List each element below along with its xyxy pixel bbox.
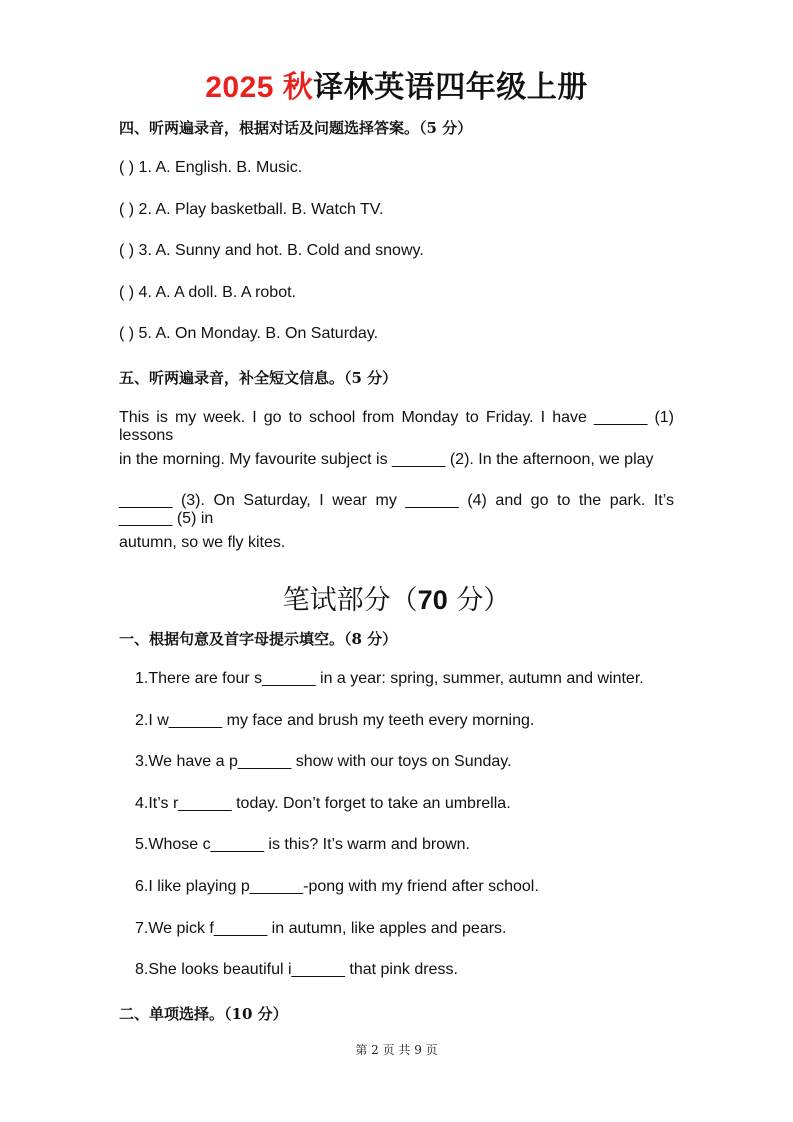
section5-heading: 五、听两遍录音，补全短文信息。（5 分） [119, 369, 398, 387]
section4-item-2: ( ) 2. A. Play basketball. B. Watch TV. [119, 201, 384, 218]
document-title [0, 62, 793, 106]
section4-item-4: ( ) 4. A. A doll. B. A robot. [119, 284, 296, 301]
part1-item-4: 4.It’s r______ today. Don’t forget to take an umbrella. [135, 795, 511, 812]
section4-item-1: ( ) 1. A. English. B. Music. [119, 159, 303, 176]
section4-item-5: ( ) 5. A. On Monday. B. On Saturday. [119, 325, 379, 342]
part1-item-1: 1.There are four s______ in a year: spring, summer, autumn and winter. [135, 670, 644, 687]
page-footer: 第 2 页 共 9 页 [355, 1043, 438, 1057]
written-part-score: 70 [417, 585, 448, 615]
section4-heading: 四、听两遍录音，根据对话及问题选择答案。（5 分） [119, 119, 473, 137]
part1-item-2: 2.I w______ my face and brush my teeth every morning. [135, 712, 535, 729]
section4-item-3: ( ) 3. A. Sunny and hot. B. Cold and snowy. [119, 242, 424, 259]
written-part-label: 笔试部分（ [282, 585, 418, 616]
part1-item-7: 7.We pick f______ in autumn, like apples and pears. [135, 920, 507, 937]
section5-paragraph-line-1: This is my week. I go to school from Monday to Friday. I have ______ (1) lessons [119, 409, 674, 444]
title-text: 译林英语四年级上册 [313, 71, 588, 104]
written-part-title [0, 578, 793, 617]
section5-paragraph-line-2: in the morning. My favourite subject is ______ (2). In the afternoon, we play [119, 451, 654, 468]
part1-item-3: 3.We have a p______ show with our toys on Sunday. [135, 753, 512, 770]
written-part-suffix: 分） [456, 585, 511, 616]
part1-item-5: 5.Whose c______ is this? It’s warm and brown. [135, 836, 470, 853]
part1-item-6: 6.I like playing p______-pong with my friend after school. [135, 878, 539, 895]
section5-paragraph-line-3: ______ (3). On Saturday, I wear my ______ (4) and go to the park. It’s ______ (5) in [119, 492, 674, 527]
part2-heading: 二、单项选择。（10 分） [119, 1005, 288, 1023]
title-year: 2025 秋 [205, 71, 314, 104]
section5-paragraph-line-4: autumn, so we fly kites. [119, 534, 286, 551]
part1-heading: 一、根据句意及首字母提示填空。（8 分） [119, 630, 398, 648]
part1-item-8: 8.She looks beautiful i______ that pink dress. [135, 961, 458, 978]
